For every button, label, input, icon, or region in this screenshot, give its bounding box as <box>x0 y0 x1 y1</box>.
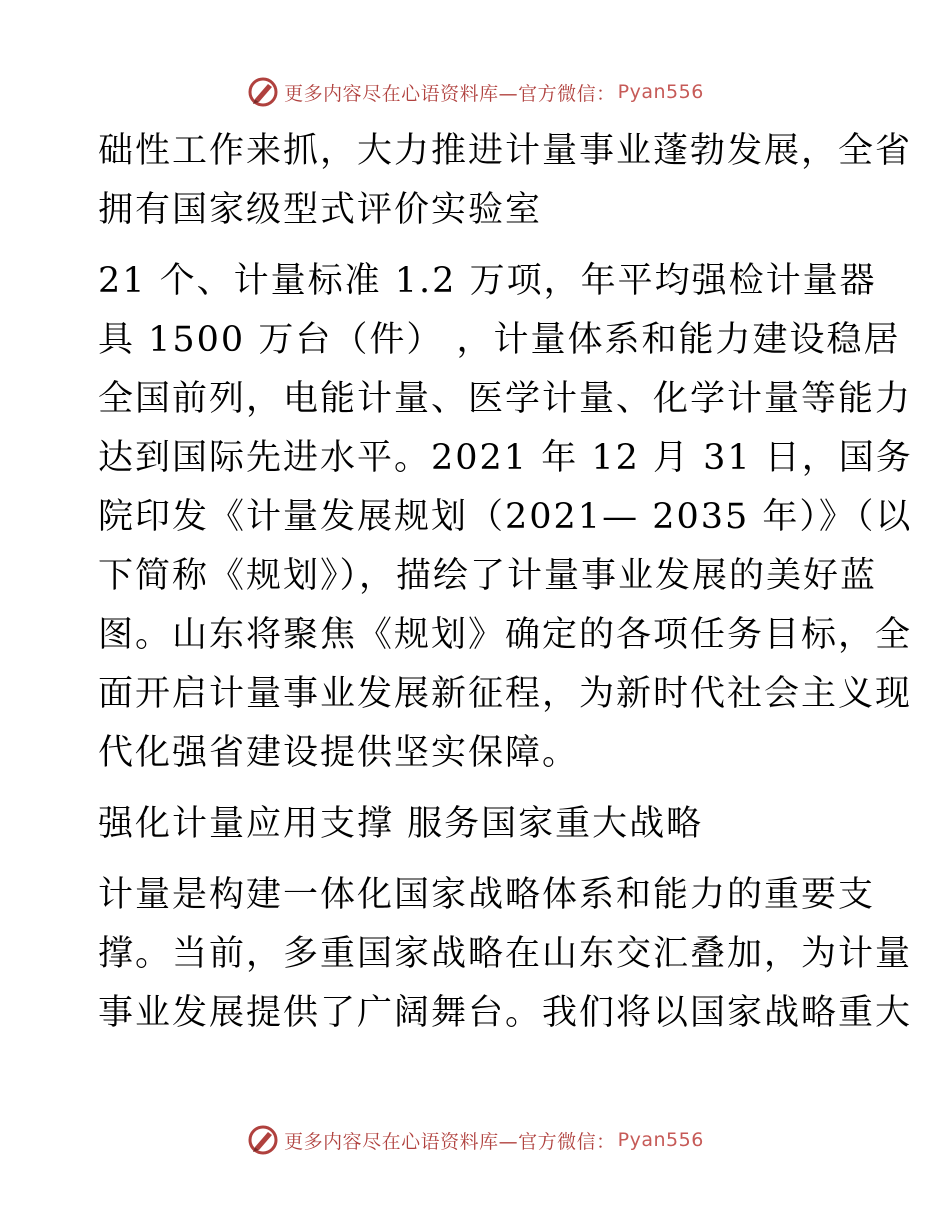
section-heading <box>98 795 858 854</box>
text-line: 强化计量应用支撑 服务国家重大战略 <box>98 804 704 844</box>
banner-text: 更多内容尽在心语资料库—官方微信： <box>284 82 616 105</box>
text-line: 达到国际先进水平。2021 年 12 月 31 日，国务 <box>98 438 913 478</box>
document-body <box>98 122 913 1043</box>
paragraph-2 <box>98 252 913 783</box>
text-line: 具 1500 万台（件） ，计量体系和能力建设稳居 <box>98 320 901 360</box>
text-line: 计量是构建一体化国家战略体系和能力的重要支 <box>98 875 876 915</box>
text-line: 面开启计量事业发展新征程，为新时代社会主义现 <box>98 674 913 714</box>
text-line: 图。山东将聚焦《规划》确定的各项任务目标，全 <box>98 615 913 655</box>
text-line: 院印发《计量发展规划（2021— 2035 年）》（以 <box>98 497 913 537</box>
pen-logo-icon <box>246 75 280 109</box>
banner-text: 更多内容尽在心语资料库—官方微信： <box>284 1130 616 1153</box>
wechat-id: Pyan556 <box>617 1129 704 1151</box>
text-line: 代化强省建设提供坚实保障。 <box>98 733 580 773</box>
header-banner <box>0 72 950 112</box>
footer-banner <box>0 1120 950 1160</box>
text-line: 撑。当前，多重国家战略在山东交汇叠加，为计量 <box>98 934 913 974</box>
text-line: 全国前列，电能计量、医学计量、化学计量等能力 <box>98 379 913 419</box>
text-line: 事业发展提供了广阔舞台。我们将以国家战略重大 <box>98 993 913 1033</box>
wechat-id: Pyan556 <box>617 81 704 103</box>
paragraph-3 <box>98 866 913 1043</box>
text-line: 下简称《规划》），描绘了计量事业发展的美好蓝 <box>98 556 878 596</box>
pen-logo-icon <box>246 1123 280 1157</box>
paragraph-1 <box>98 122 913 240</box>
text-line: 21 个、计量标准 1.2 万项，年平均强检计量器 <box>98 261 877 301</box>
text-line: 础性工作来抓，大力推进计量事业蓬勃发展，全省 <box>98 131 913 171</box>
text-line: 拥有国家级型式评价实验室 <box>98 190 543 230</box>
